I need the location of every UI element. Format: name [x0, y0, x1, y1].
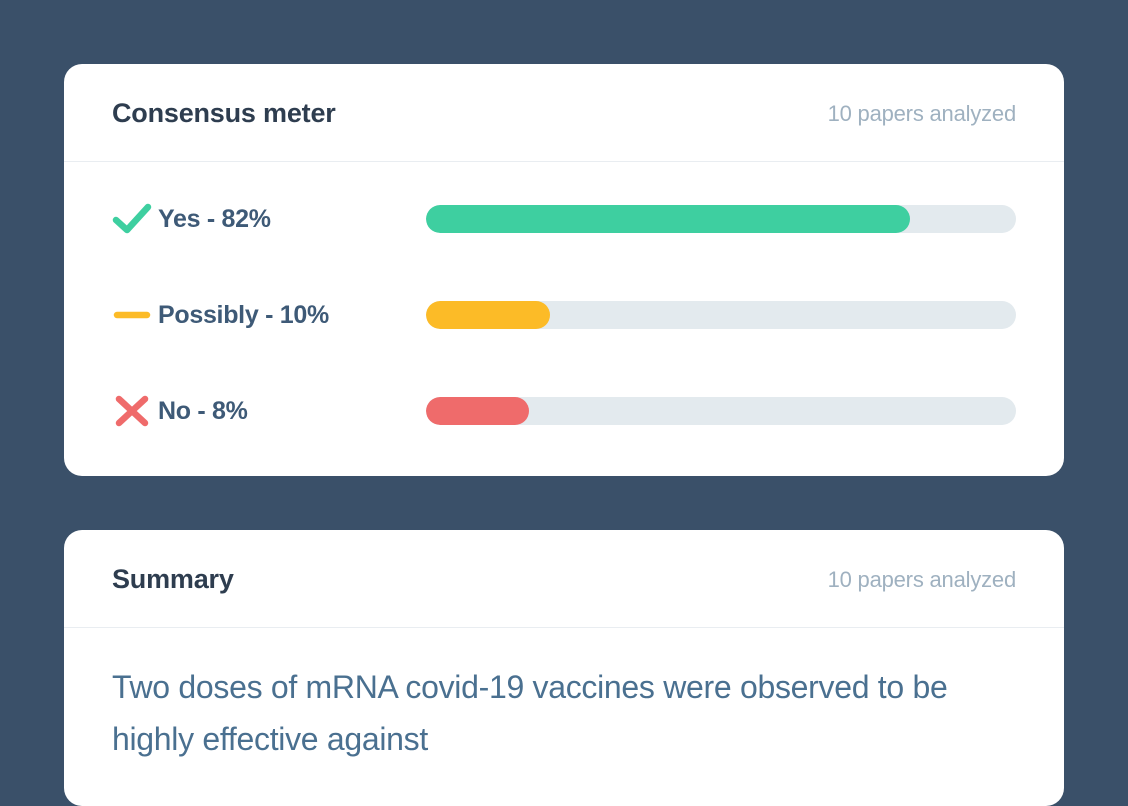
- consensus-row-no[interactable]: [112, 380, 1016, 442]
- consensus-papers-analyzed-label: 10 papers analyzed: [827, 100, 1016, 126]
- consensus-bar-track-yes: [426, 205, 1016, 233]
- consensus-bar-track-possibly: [426, 301, 1016, 329]
- summary-text: Two doses of mRNA covid-19 vaccines were observed to be highly effective against: [112, 669, 948, 757]
- consensus-bar-fill-possibly: [426, 301, 550, 329]
- consensus-card-header: [64, 64, 1064, 162]
- consensus-rows: [64, 162, 1064, 476]
- consensus-bar-fill-yes: [426, 205, 910, 233]
- consensus-row-possibly-label: Possibly - 10%: [158, 300, 329, 329]
- summary-title: Summary: [112, 564, 234, 594]
- check-icon: [112, 202, 158, 236]
- summary-body: [64, 628, 1064, 806]
- summary-papers-analyzed-label: 10 papers analyzed: [827, 566, 1016, 592]
- consensus-meter-card: [64, 64, 1064, 476]
- consensus-row-yes[interactable]: [112, 188, 1016, 250]
- consensus-row-no-label: No - 8%: [158, 396, 248, 425]
- page-title: Consensus meter: [112, 98, 336, 128]
- consensus-row-possibly[interactable]: [112, 284, 1016, 346]
- consensus-bar-fill-no: [426, 397, 529, 425]
- summary-card: [64, 530, 1064, 806]
- cross-icon: [112, 394, 158, 428]
- dash-icon: [112, 298, 158, 332]
- consensus-bar-track-no: [426, 397, 1016, 425]
- consensus-row-yes-label: Yes - 82%: [158, 204, 271, 233]
- summary-card-header: [64, 530, 1064, 628]
